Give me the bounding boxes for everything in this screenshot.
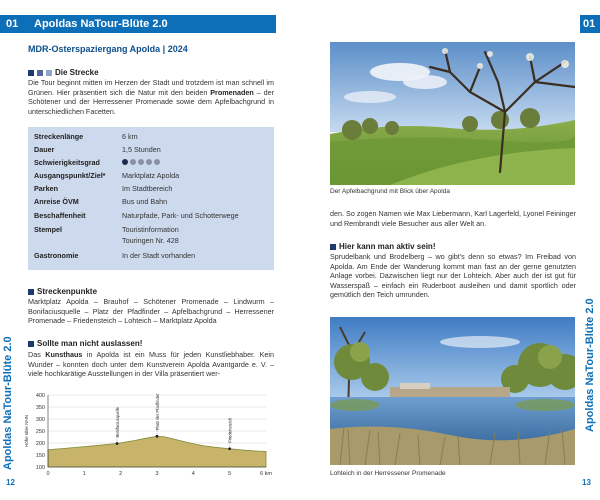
section-heading-strecke (28, 68, 99, 77)
difficulty-dot (122, 159, 128, 165)
info-label: Parken (34, 184, 58, 193)
info-label: Anreise ÖVM (34, 197, 79, 206)
x-tick-label: 1 (82, 471, 86, 477)
info-value: Marktplatz Apolda (122, 171, 180, 180)
header-bar (0, 15, 276, 33)
section-heading-nicht-auslassen (28, 339, 142, 348)
square-icon (46, 70, 52, 76)
y-tick-label: 400 (35, 393, 45, 399)
info-label: Beschaffenheit (34, 211, 86, 220)
info-value: Naturpfade, Park- und Schotterwege (122, 211, 239, 220)
photo-apfelbachgrund (330, 42, 575, 185)
section-heading-label: Die Strecke (55, 68, 99, 77)
text-part: – der Schötener und der Herressener Promenade sowie dem Apfelbachgrund in unterschiedlichen Facetten. (28, 87, 274, 116)
info-value: Touristinformation (122, 225, 179, 234)
annotation-label: Platz der Pfadfinder (155, 393, 160, 431)
elevation-chart-svg (22, 387, 276, 479)
info-label: Schwierigkeitsgrad (34, 158, 100, 167)
chapter-number-left: 01 (6, 18, 19, 30)
section-heading-label: Sollte man nicht auslassen! (37, 339, 143, 348)
sidebar-left-title: Apoldas NaTour-Blüte 2.0 (2, 336, 14, 470)
page-number-left: 12 (6, 478, 15, 487)
info-label: Gastronomie (34, 251, 79, 260)
elevation-profile-chart (22, 387, 276, 479)
section-heading-aktiv (330, 242, 435, 251)
y-tick-label: 300 (35, 417, 45, 423)
difficulty-dot (130, 159, 136, 165)
page-number-right: 13 (582, 478, 591, 487)
caption-apfelbachgrund: Der Apfelbachgrund mit Blick über Apolda (330, 188, 450, 195)
page-subtitle: MDR-Osterspaziergang Apolda | 2024 (28, 44, 188, 54)
continued-text: den. So zogen Namen wie Max Liebermann, Karl Lagerfeld, Lyonel Feininger und Rembrandt viele Besucher aus aller Welt an. (330, 209, 576, 228)
annotation-label: Friedensteich (227, 417, 233, 443)
info-value: Touringen Nr. 428 (122, 236, 179, 245)
x-tick-label: 0 (46, 471, 50, 477)
chapter-number-right: 01 (583, 18, 596, 30)
info-label: Ausgangspunkt/Ziel* (34, 171, 106, 180)
y-tick-label: 100 (35, 465, 45, 471)
info-value: In der Stadt vorhanden (122, 251, 196, 260)
info-value: 1,5 Stunden (122, 145, 161, 154)
square-icon (330, 244, 336, 250)
difficulty-dot (154, 159, 160, 165)
square-icon (28, 289, 34, 295)
difficulty-dot (138, 159, 144, 165)
section-heading-label: Hier kann man aktiv sein! (339, 242, 436, 251)
aktiv-text: Sprudelbank und Brodelberg – wo gibt’s denn so etwas? Im Freibad von Apolda. Am Ende der Wanderung kommt man fast an der gerne genutzten Anlage vorbei. Dazwischen liegt nur der Lohteich. Aber auch der ist gut für Wasserspaß – einfach ein Ruderboot ausleihen und damit sportlich oder gemütlich den Teich umrunden. (330, 252, 576, 300)
x-tick-label: 6 km (260, 471, 272, 477)
annotation-label: Bonifaciusquelle (115, 406, 121, 438)
difficulty-rating (122, 159, 160, 165)
header-title: Apoldas NaTour-Blüte 2.0 (34, 18, 168, 30)
square-icon (28, 70, 34, 76)
x-tick-label: 5 (228, 471, 232, 477)
elevation-area (48, 436, 266, 467)
text-part: in Apolda ist ein Muss für jeden Kunstliebhaber. Kein Wunder – konnten doch unter dem Kunstverein Apolda Avantgarde e. V. – viele hochkarätige Ausstellungen in der Villa präsentiert wer- (28, 350, 274, 379)
square-icon (37, 70, 43, 76)
info-label: Stempel (34, 225, 62, 234)
difficulty-dot (146, 159, 152, 165)
y-tick-label: 200 (35, 441, 45, 447)
annotation-marker (228, 447, 231, 450)
section-heading-streckenpunkte (28, 287, 97, 296)
y-axis-label: Höhe über NHN (24, 414, 29, 448)
caption-lohteich: Lohteich in der Herressener Promenade (330, 470, 446, 477)
x-tick-label: 2 (119, 471, 123, 477)
header-bar-right (580, 15, 600, 33)
info-value: Bus und Bahn (122, 197, 168, 206)
info-box (28, 127, 274, 270)
streckenpunkte-text: Marktplatz Apolda – Brauhof – Schötener Promenade – Lindwurm – Bonifaciusquelle – Platz der Pfadfinder – Apfelbachgrund – Herressener Promenade – Friedensteich – Lohteich – Marktplatz Apolda (28, 297, 274, 326)
y-tick-label: 250 (35, 429, 45, 435)
y-tick-label: 150 (35, 453, 45, 459)
nicht-auslassen-text (28, 350, 274, 379)
sidebar-right-title: Apoldas NaTour-Blüte 2.0 (584, 298, 596, 432)
text-bold: Promenaden (210, 87, 254, 97)
text-part: Das (28, 350, 46, 359)
annotation-marker (156, 435, 159, 438)
right-page (300, 0, 600, 500)
info-value: Im Stadtbereich (122, 184, 173, 193)
square-icon (28, 341, 34, 347)
photo-lohteich (330, 317, 575, 465)
info-label: Dauer (34, 145, 55, 154)
y-tick-label: 350 (35, 405, 45, 411)
section-heading-label: Streckenpunkte (37, 287, 98, 296)
sidebar-left (0, 35, 22, 480)
text-bold: Kunsthaus (45, 350, 83, 359)
strecke-text (28, 78, 274, 116)
info-label: Streckenlänge (34, 132, 84, 141)
x-tick-label: 4 (191, 471, 195, 477)
x-tick-label: 3 (155, 471, 159, 477)
annotation-marker (116, 442, 119, 445)
text-part: Die Tour beginnt mitten im Herzen der Stadt und trotzdem ist man schnell im Grünen. Hier präsentiert sich die Natur mit den beiden (28, 78, 274, 97)
info-value: 6 km (122, 132, 138, 141)
